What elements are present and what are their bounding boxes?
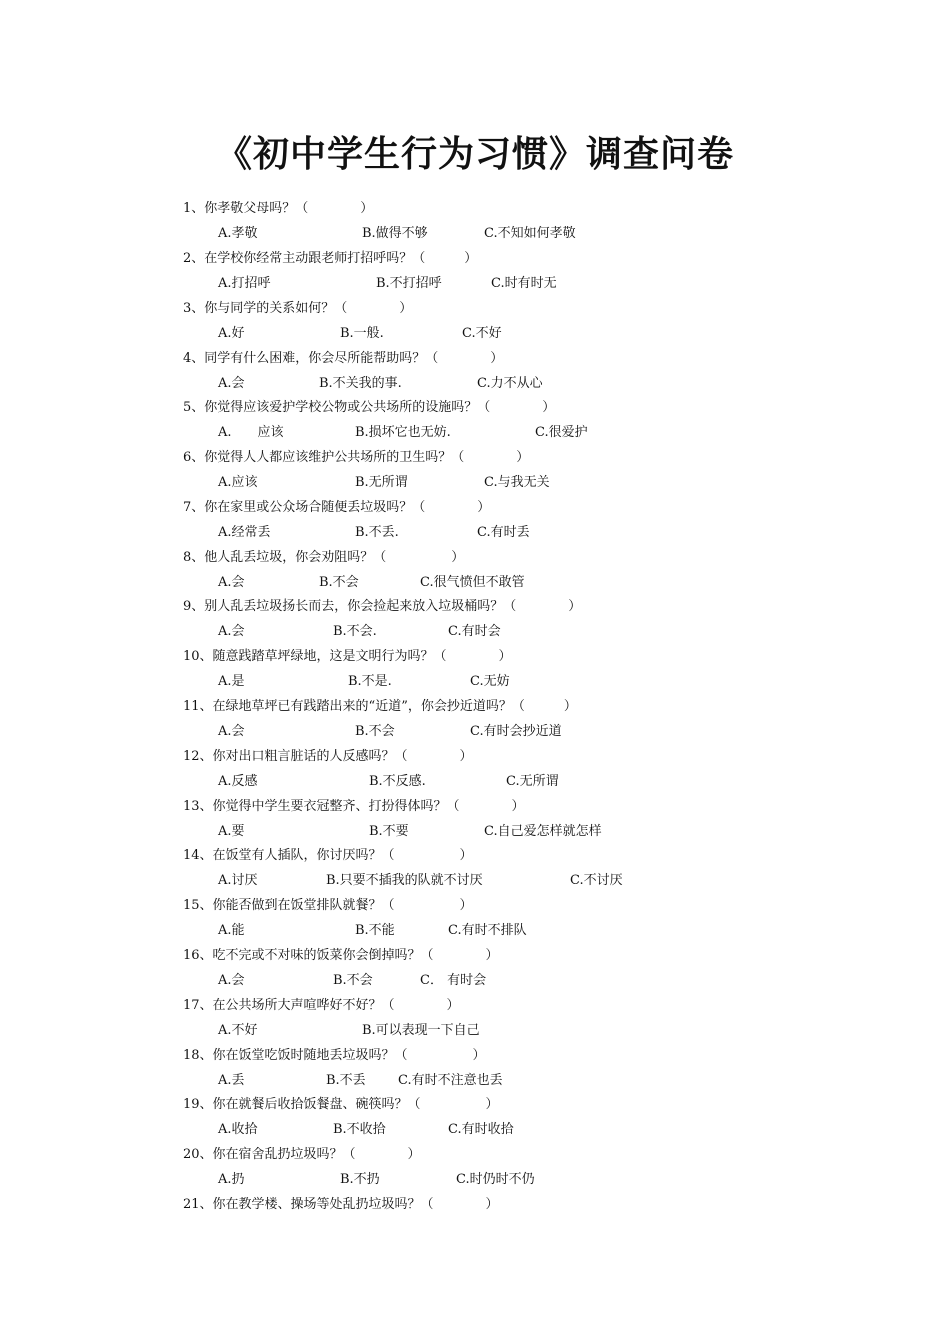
option-b: B.一般. — [340, 326, 384, 341]
question-19: 19、你在就餐后收拾饭餐盘、碗筷吗？（ ） — [183, 1097, 499, 1112]
question-4-options — [218, 376, 818, 392]
option-b: B.不是. — [348, 674, 392, 689]
question-13-options — [218, 824, 818, 840]
option-a: A.会 — [218, 724, 245, 739]
option-c: C.有时丢 — [477, 525, 530, 540]
option-b: B.不收拾 — [333, 1122, 386, 1137]
option-c: C.有时收拾 — [448, 1122, 514, 1137]
question-18: 18、你在饭堂吃饭时随地丢垃圾吗？（ ） — [183, 1048, 486, 1063]
option-c: C.有时不注意也丢 — [398, 1073, 503, 1088]
option-a: A.打招呼 — [218, 276, 271, 291]
option-a: A. 应该 — [218, 425, 284, 440]
option-b: B.不丢. — [355, 525, 399, 540]
option-a: A.收拾 — [218, 1122, 258, 1137]
question-12: 12、你对出口粗言脏话的人反感吗？（ ） — [183, 749, 473, 764]
question-5: 5、你觉得应该爱护学校公物或公共场所的设施吗？（ ） — [183, 400, 556, 415]
question-3: 3、你与同学的关系如何？（ ） — [183, 301, 413, 316]
option-c: C.时有时无 — [491, 276, 557, 291]
question-15: 15、你能否做到在饭堂排队就餐？（ ） — [183, 898, 473, 913]
question-9-options — [218, 624, 818, 640]
question-17: 17、在公共场所大声喧哗好不好？（ ） — [183, 998, 460, 1013]
option-a: A.能 — [218, 923, 245, 938]
question-10-options — [218, 674, 818, 690]
option-c: C.力不从心 — [477, 376, 543, 391]
page-title: 《初中学生行为习惯》调查问卷 — [215, 134, 734, 175]
option-b: B.做得不够 — [362, 226, 428, 241]
option-a: A.是 — [218, 674, 245, 689]
question-7-options — [218, 525, 818, 541]
option-c: C.不好 — [462, 326, 502, 341]
option-b: B.不能 — [355, 923, 395, 938]
option-b: B.只要不插我的队就不讨厌 — [326, 873, 483, 888]
option-a: A.应该 — [218, 475, 258, 490]
option-a: A.会 — [218, 624, 245, 639]
question-14: 14、在饭堂有人插队，你讨厌吗？（ ） — [183, 848, 473, 863]
option-c: C.时仍时不仍 — [456, 1172, 535, 1187]
option-a: A.丢 — [218, 1073, 245, 1088]
option-a: A.好 — [218, 326, 245, 341]
option-a: A.扔 — [218, 1172, 245, 1187]
option-a: A.孝敬 — [218, 226, 258, 241]
option-b: B.不要 — [369, 824, 409, 839]
question-21: 21、你在教学楼、操场等处乱扔垃圾吗？（ ） — [183, 1197, 499, 1212]
option-b: B.不关我的事. — [319, 376, 402, 391]
question-12-options — [218, 774, 818, 790]
question-15-options — [218, 923, 818, 939]
option-a: A.反感 — [218, 774, 258, 789]
question-5-options — [218, 425, 818, 441]
option-c: C． 有时会 — [420, 973, 487, 988]
option-b: B.不会. — [333, 624, 377, 639]
question-13: 13、你觉得中学生要衣冠整齐、打扮得体吗？（ ） — [183, 799, 525, 814]
question-2: 2、在学校你经常主动跟老师打招呼吗？（ ） — [183, 251, 478, 266]
question-8-options — [218, 575, 818, 591]
option-c: C.很气愤但不敢管 — [420, 575, 525, 590]
question-4: 4、同学有什么困难，你会尽所能帮助吗？（ ） — [183, 351, 504, 366]
question-16: 16、吃不完或不对味的饭菜你会倒掉吗？（ ） — [183, 948, 499, 963]
option-a: A.要 — [218, 824, 245, 839]
option-c: C.无所谓 — [506, 774, 559, 789]
question-10: 10、随意践踏草坪绿地，这是文明行为吗？（ ） — [183, 649, 512, 664]
question-17-options — [218, 1023, 818, 1039]
option-b: B.不会 — [355, 724, 395, 739]
question-8: 8、他人乱丢垃圾，你会劝阻吗？（ ） — [183, 550, 465, 565]
question-11: 11、在绿地草坪已有践踏出来的“近道”，你会抄近道吗？（ ） — [183, 699, 577, 714]
option-c: C.无妨 — [470, 674, 510, 689]
question-9: 9、别人乱丢垃圾扬长而去，你会捡起来放入垃圾桶吗？（ ） — [183, 599, 582, 614]
option-c: C.自己爱怎样就怎样 — [484, 824, 602, 839]
option-c: C.有时会抄近道 — [470, 724, 562, 739]
option-c: C.有时不排队 — [448, 923, 527, 938]
option-b: B.不打招呼 — [376, 276, 442, 291]
option-b: B.不反感. — [369, 774, 426, 789]
option-b: B.不会 — [333, 973, 373, 988]
question-19-options — [218, 1122, 818, 1138]
question-20-options — [218, 1172, 818, 1188]
question-20: 20、你在宿舍乱扔垃圾吗？（ ） — [183, 1147, 421, 1162]
option-c: C.不知如何孝敬 — [484, 226, 576, 241]
option-a: A.会 — [218, 575, 245, 590]
question-3-options — [218, 326, 818, 342]
option-a: A.不好 — [218, 1023, 258, 1038]
option-b: B.损坏它也无妨. — [355, 425, 451, 440]
option-a: A.经常丢 — [218, 525, 271, 540]
question-16-options — [218, 973, 818, 989]
option-c: C.有时会 — [448, 624, 501, 639]
question-18-options — [218, 1073, 818, 1089]
question-6: 6、你觉得人人都应该维护公共场所的卫生吗？（ ） — [183, 450, 530, 465]
option-a: A.会 — [218, 973, 245, 988]
option-a: A.会 — [218, 376, 245, 391]
question-7: 7、你在家里或公众场合随便丢垃圾吗？（ ） — [183, 500, 491, 515]
option-b: B.无所谓 — [355, 475, 408, 490]
question-11-options — [218, 724, 818, 740]
option-b: B.不会 — [319, 575, 359, 590]
option-c: C.不讨厌 — [570, 873, 623, 888]
question-6-options — [218, 475, 818, 491]
question-1-options — [218, 226, 818, 242]
option-c: C.很爱护 — [535, 425, 588, 440]
option-c: C.与我无关 — [484, 475, 550, 490]
option-b: B.可以表现一下自己 — [362, 1023, 480, 1038]
question-14-options — [218, 873, 818, 889]
option-b: B.不丢 — [326, 1073, 366, 1088]
option-b: B.不扔 — [340, 1172, 380, 1187]
question-2-options — [218, 276, 818, 292]
option-a: A.讨厌 — [218, 873, 258, 888]
question-1: 1、你孝敬父母吗？（ ） — [183, 201, 374, 216]
